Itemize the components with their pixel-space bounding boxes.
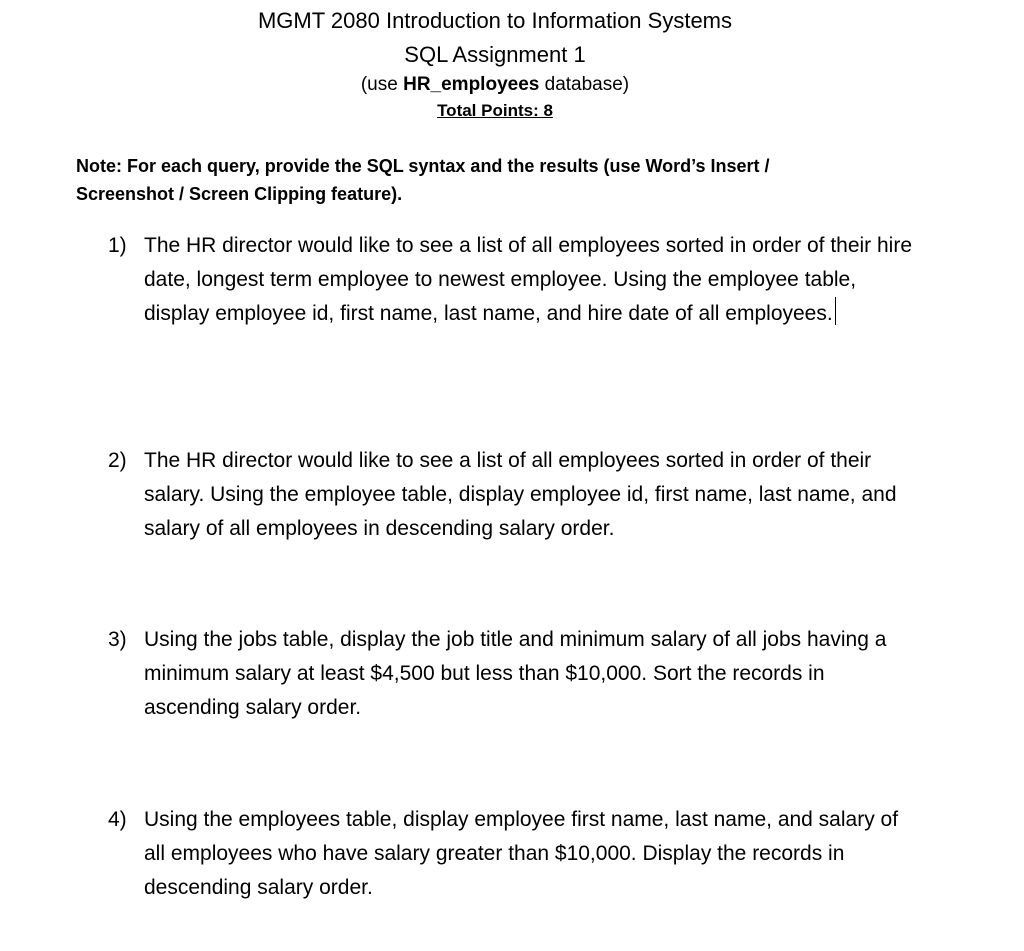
database-prefix: (use (360, 74, 404, 95)
text-cursor (835, 297, 836, 325)
question-number: 3) (108, 628, 127, 651)
assignment-title: SQL Assignment 1 (404, 42, 586, 67)
database-line (0, 72, 990, 98)
instructions-note: Note: For each query, provide the SQL syntax and the results (use Word’s Insert / Screenshot / Screen Clipping feature). (76, 156, 770, 204)
question-3[interactable] (108, 623, 923, 725)
question-number: 2) (108, 449, 127, 472)
database-suffix: database) (539, 74, 630, 95)
question-text: Using the employees table, display employee first name, last name, and salary of all employees who have salary greater than $10,000. Display the records in descending salary order. (144, 808, 899, 899)
total-points: Total Points: 8 (437, 101, 553, 120)
question-text-wrapper[interactable] (144, 229, 923, 331)
document-title: MGMT 2080 Introduction to Information Systems (257, 8, 733, 33)
question-number: 4) (108, 808, 127, 831)
database-name: HR_employees (403, 74, 540, 95)
question-number: 1) (108, 234, 127, 257)
question-1[interactable] (108, 229, 923, 331)
question-text: Using the jobs table, display the job title and minimum salary of all jobs having a minimum salary at least $4,500 but less than $10,000. Sort the records in ascending salary order. (144, 628, 887, 719)
question-text: The HR director would like to see a list of all employees sorted in order of their salary. Using the employee table, display employee id, first name, last name, and salary of all employees in descending salary order. (144, 449, 897, 540)
question-2[interactable] (108, 444, 923, 546)
question-text: The HR director would like to see a list of all employees sorted in order of their hire date, longest term employee to newest employee. Using the employee table, display employee id, first name, last name, and hire date of all employees. (144, 234, 913, 325)
question-4[interactable] (108, 803, 923, 905)
